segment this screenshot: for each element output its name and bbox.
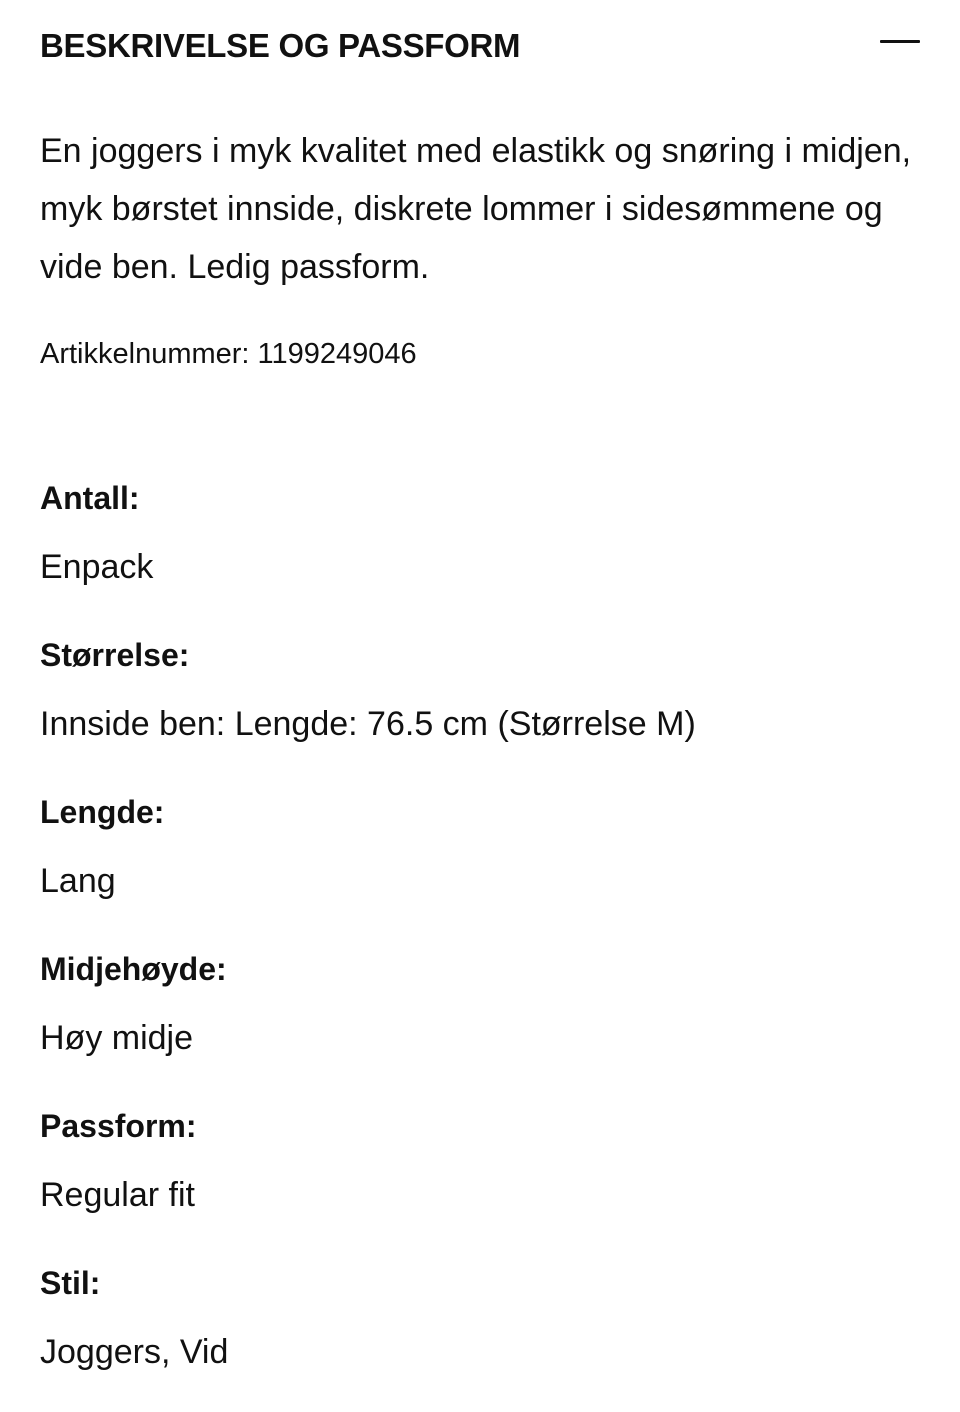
attribute-label: Antall: <box>40 480 140 516</box>
attribute-label: Størrelse: <box>40 637 190 673</box>
attribute-value: Regular fit <box>40 1176 195 1214</box>
attribute-value: Enpack <box>40 548 154 586</box>
collapse-button[interactable] <box>876 22 920 62</box>
attribute-value: Lang <box>40 862 116 900</box>
attribute-fit <box>40 1098 920 1255</box>
minus-icon <box>880 40 920 43</box>
attribute-waist-height <box>40 941 920 1098</box>
section-title: BESKRIVELSE OG PASSFORM <box>40 27 521 64</box>
attribute-style <box>40 1255 920 1412</box>
attribute-label: Stil: <box>40 1265 101 1301</box>
attribute-label: Lengde: <box>40 794 165 830</box>
attribute-label: Passform: <box>40 1108 197 1144</box>
attribute-list <box>40 470 920 1412</box>
attribute-size <box>40 627 920 784</box>
article-number: Artikkelnummer: 1199249046 <box>40 338 417 370</box>
product-description: En joggers i myk kvalitet med elastikk og snøring i midjen, myk børstet innside, diskrete lommer i sidesømmene og vide ben. Ledig passform. <box>40 132 912 286</box>
attribute-value: Høy midje <box>40 1019 194 1057</box>
attribute-quantity <box>40 470 920 627</box>
attribute-label: Midjehøyde: <box>40 951 227 987</box>
attribute-value: Joggers, Vid <box>40 1333 229 1371</box>
attribute-length <box>40 784 920 941</box>
accordion-header[interactable] <box>40 22 920 70</box>
attribute-value: Innside ben: Lengde: 76.5 cm (Størrelse M) <box>40 705 696 743</box>
